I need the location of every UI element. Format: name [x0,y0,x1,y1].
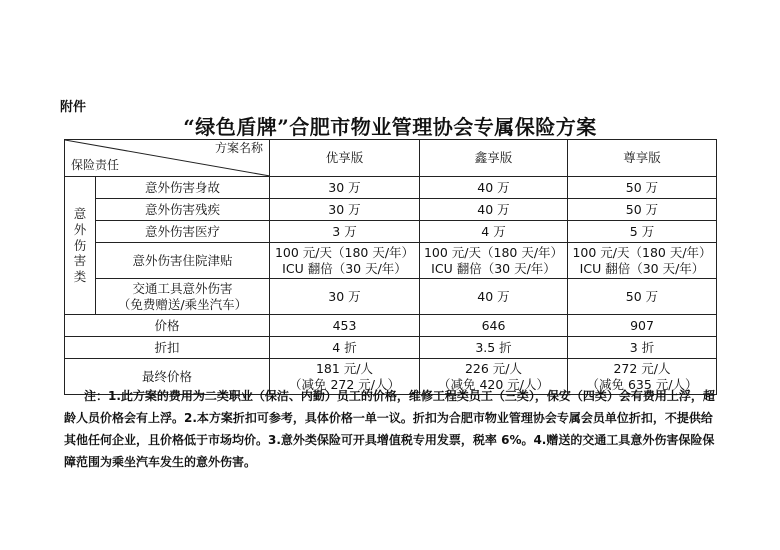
plan-header-1: 鑫享版 [420,140,568,177]
category-char: 害 [73,253,87,269]
accident-category-cell [65,177,96,315]
summary-value-cell [568,337,717,359]
cell-line: 4 折 [332,339,357,355]
insurance-plan-table [64,139,717,395]
summary-value-cell [420,337,568,359]
cell-line: 100 元/天（180 天/年） [274,244,415,260]
cell-line: 意外伤害医疗 [144,223,220,239]
plan-header-2: 尊享版 [568,140,717,177]
coverage-item-cell [96,199,270,221]
cell-line: （减免 272 元/人） [288,376,401,392]
cell-line: 50 万 [625,201,659,217]
summary-row [65,337,717,359]
cell-line: 453 [332,317,357,333]
coverage-value-cell [568,221,717,243]
coverage-value-cell [270,199,420,221]
cell-line: （减免 420 元/人） [437,376,550,392]
cell-line: 30 万 [328,179,361,195]
summary-value-cell [270,337,420,359]
cell-line: 5 万 [629,223,655,239]
cell-line: 30 万 [328,201,361,217]
cell-line: 交通工具意外伤害 [132,280,233,296]
category-char: 外 [73,222,87,238]
attachment-label: 附件 [60,100,87,115]
cell-line: 40 万 [477,201,510,217]
cell-line: ICU 翻倍（30 天/年） [431,260,556,276]
cell-line: 4 万 [481,223,506,239]
corner-cell [65,140,270,177]
cell-line: 100 元/天（180 天/年） [572,244,712,260]
cell-line: 30 万 [328,288,361,304]
cell-line: 40 万 [477,179,510,195]
cell-line: 50 万 [625,288,659,304]
footnote: 注：1.此方案的费用为二类职业（保洁、内勤）员工的价格，维修工程类员工（三类），保安（四类）会有费用上浮，超龄人员价格会有上浮。2.本方案折扣可参考，具体价格一单一议。折扣为合肥市物业管理协会专属会员单位折扣，不提供给其他任何企业，且价格低于市场均价。3.意外类保险可开具增值税专用发票，税率 6%。4.赠送的交通工具意外伤害保险保障范围为乘坐汽车发生的意外伤害。 [64,389,715,469]
coverage-value-cell [568,243,717,279]
summary-row [65,315,717,337]
cell-line: 3.5 折 [475,339,512,355]
coverage-value-cell [420,279,568,315]
cell-line: 意外伤害身故 [144,179,220,195]
coverage-value-cell [568,279,717,315]
category-char: 伤 [73,237,87,253]
summary-value-cell [568,315,717,337]
cell-line: 意外伤害住院津贴 [132,252,233,268]
plan-header-0: 优享版 [270,140,420,177]
coverage-value-cell [420,243,568,279]
summary-label-cell: 最终价格 [65,359,270,395]
accident-row [65,177,717,199]
coverage-value-cell [568,199,717,221]
category-char: 类 [73,268,87,284]
accident-row [65,279,717,315]
corner-plan-name-label: 方案名称 [214,141,263,155]
coverage-value-cell [270,221,420,243]
cell-line: （减免 635 元/人） [586,376,698,392]
coverage-item-cell [96,243,270,279]
summary-label-cell: 价格 [65,315,270,337]
cell-line: 40 万 [477,288,510,304]
document-title: “绿色盾牌”合肥市物业管理协会专属保险方案 [183,115,597,139]
cell-line: （免费赠送/乘坐汽车） [117,296,248,312]
coverage-value-cell [270,279,420,315]
cell-line: 3 万 [332,223,357,239]
cell-line: 100 元/天（180 天/年） [423,244,564,260]
summary-label-cell: 折扣 [65,337,270,359]
cell-line: ICU 翻倍（30 天/年） [579,260,705,276]
cell-line: 226 元/人 [464,360,523,376]
cell-line: 意外伤害残疾 [144,201,220,217]
summary-value-cell [420,315,568,337]
cell-line: 907 [630,317,654,333]
coverage-value-cell [420,177,568,199]
accident-row [65,243,717,279]
coverage-value-cell [270,177,420,199]
coverage-value-cell [420,199,568,221]
accident-row [65,221,717,243]
cell-line: 181 元/人 [315,360,374,376]
category-char: 意 [73,206,87,222]
coverage-item-cell [96,279,270,315]
coverage-value-cell [568,177,717,199]
coverage-value-cell [420,221,568,243]
cell-line: 50 万 [625,179,659,195]
summary-value-cell [270,315,420,337]
coverage-item-cell [96,177,270,199]
coverage-value-cell [270,243,420,279]
accident-row [65,199,717,221]
cell-line: 3 折 [629,339,655,355]
corner-coverage-label: 保险责任 [71,158,120,172]
cell-line: 272 元/人 [613,360,671,376]
coverage-item-cell [96,221,270,243]
table-body [65,140,717,395]
cell-line: 646 [481,317,506,333]
header-row [65,140,717,177]
cell-line: ICU 翻倍（30 天/年） [282,260,407,276]
